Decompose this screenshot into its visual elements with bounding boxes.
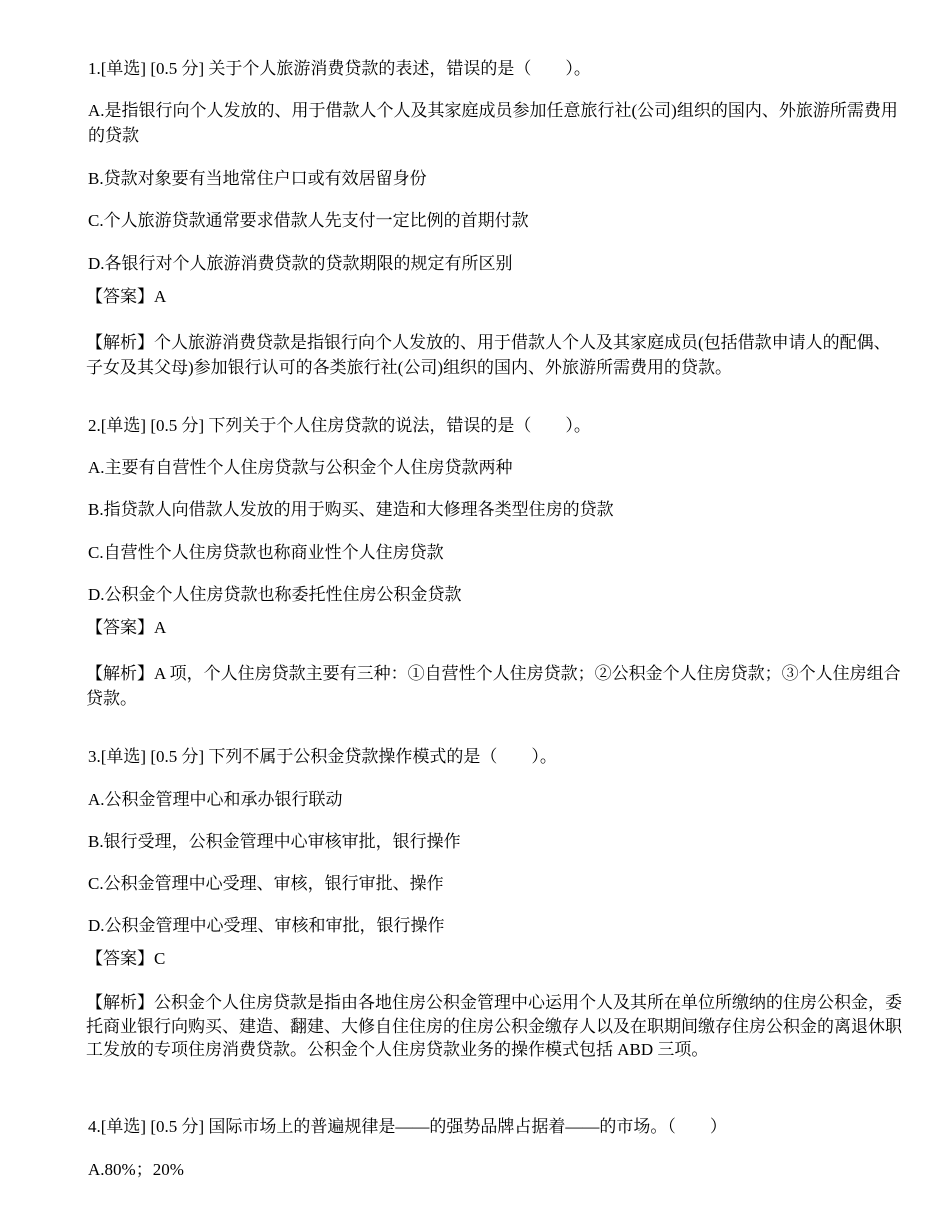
- question-2-answer: 【答案】A: [86, 618, 167, 637]
- question-1-option-c: C.个人旅游贷款通常要求借款人先支付一定比例的首期付款: [88, 211, 529, 230]
- question-4-stem: 4.[单选] [0.5 分] 国际市场上的普遍规律是——的强势品牌占据着——的市场。（ ）: [88, 1117, 727, 1136]
- question-1-stem: 1.[单选] [0.5 分] 关于个人旅游消费贷款的表述，错误的是（ ）。: [88, 59, 591, 78]
- question-1-option-a: A.是指银行向个人发放的、用于借款人个人及其家庭成员参加任意旅行社(公司)组织的国内、外旅游所需费用的贷款: [88, 101, 898, 145]
- question-2-analysis: 【解析】A 项，个人住房贷款主要有三种：①自营性个人住房贷款；②公积金个人住房贷款；③个人住房组合贷款。: [86, 664, 901, 708]
- question-1-option-d: D.各银行对个人旅游消费贷款的贷款期限的规定有所区别: [88, 254, 513, 273]
- question-3-analysis: 【解析】公积金个人住房贷款是指由各地住房公积金管理中心运用个人及其所在单位所缴纳的住房公积金，委托商业银行向购买、建造、翻建、大修自住住房的住房公积金缴存人以及在职期间缴存住房公积金的离退休职工发放的专项住房消费贷款。公积金个人住房贷款业务的操作模式包括 ABD 三项。: [86, 993, 902, 1059]
- question-2-stem: 2.[单选] [0.5 分] 下列关于个人住房贷款的说法，错误的是（ ）。: [88, 416, 591, 435]
- question-3-option-a: A.公积金管理中心和承办银行联动: [88, 790, 343, 809]
- question-2-option-d: D.公积金个人住房贷款也称委托性住房公积金贷款: [88, 585, 462, 604]
- question-2-option-b: B.指贷款人向借款人发放的用于购买、建造和大修理各类型住房的贷款: [88, 500, 614, 519]
- question-4-option-a: A.80%；20%: [88, 1160, 184, 1179]
- question-1-option-b: B.贷款对象要有当地常住户口或有效居留身份: [88, 169, 427, 188]
- question-2-option-c: C.自营性个人住房贷款也称商业性个人住房贷款: [88, 543, 444, 562]
- question-3-option-b: B.银行受理，公积金管理中心审核审批，银行操作: [88, 832, 461, 851]
- question-3-stem: 3.[单选] [0.5 分] 下列不属于公积金贷款操作模式的是（ ）。: [88, 747, 557, 766]
- question-1-analysis: 【解析】个人旅游消费贷款是指银行向个人发放的、用于借款人个人及其家庭成员(包括借款申请人的配偶、子女及其父母)参加银行认可的各类旅行社(公司)组织的国内、外旅游所需费用的贷款。: [86, 333, 891, 377]
- question-3-option-c: C.公积金管理中心受理、审核，银行审批、操作: [88, 874, 444, 893]
- question-3-answer: 【答案】C: [86, 949, 166, 968]
- question-2-option-a: A.主要有自营性个人住房贷款与公积金个人住房贷款两种: [88, 458, 513, 477]
- question-1-answer: 【答案】A: [86, 287, 167, 306]
- question-3-option-d: D.公积金管理中心受理、审核和审批，银行操作: [88, 916, 445, 935]
